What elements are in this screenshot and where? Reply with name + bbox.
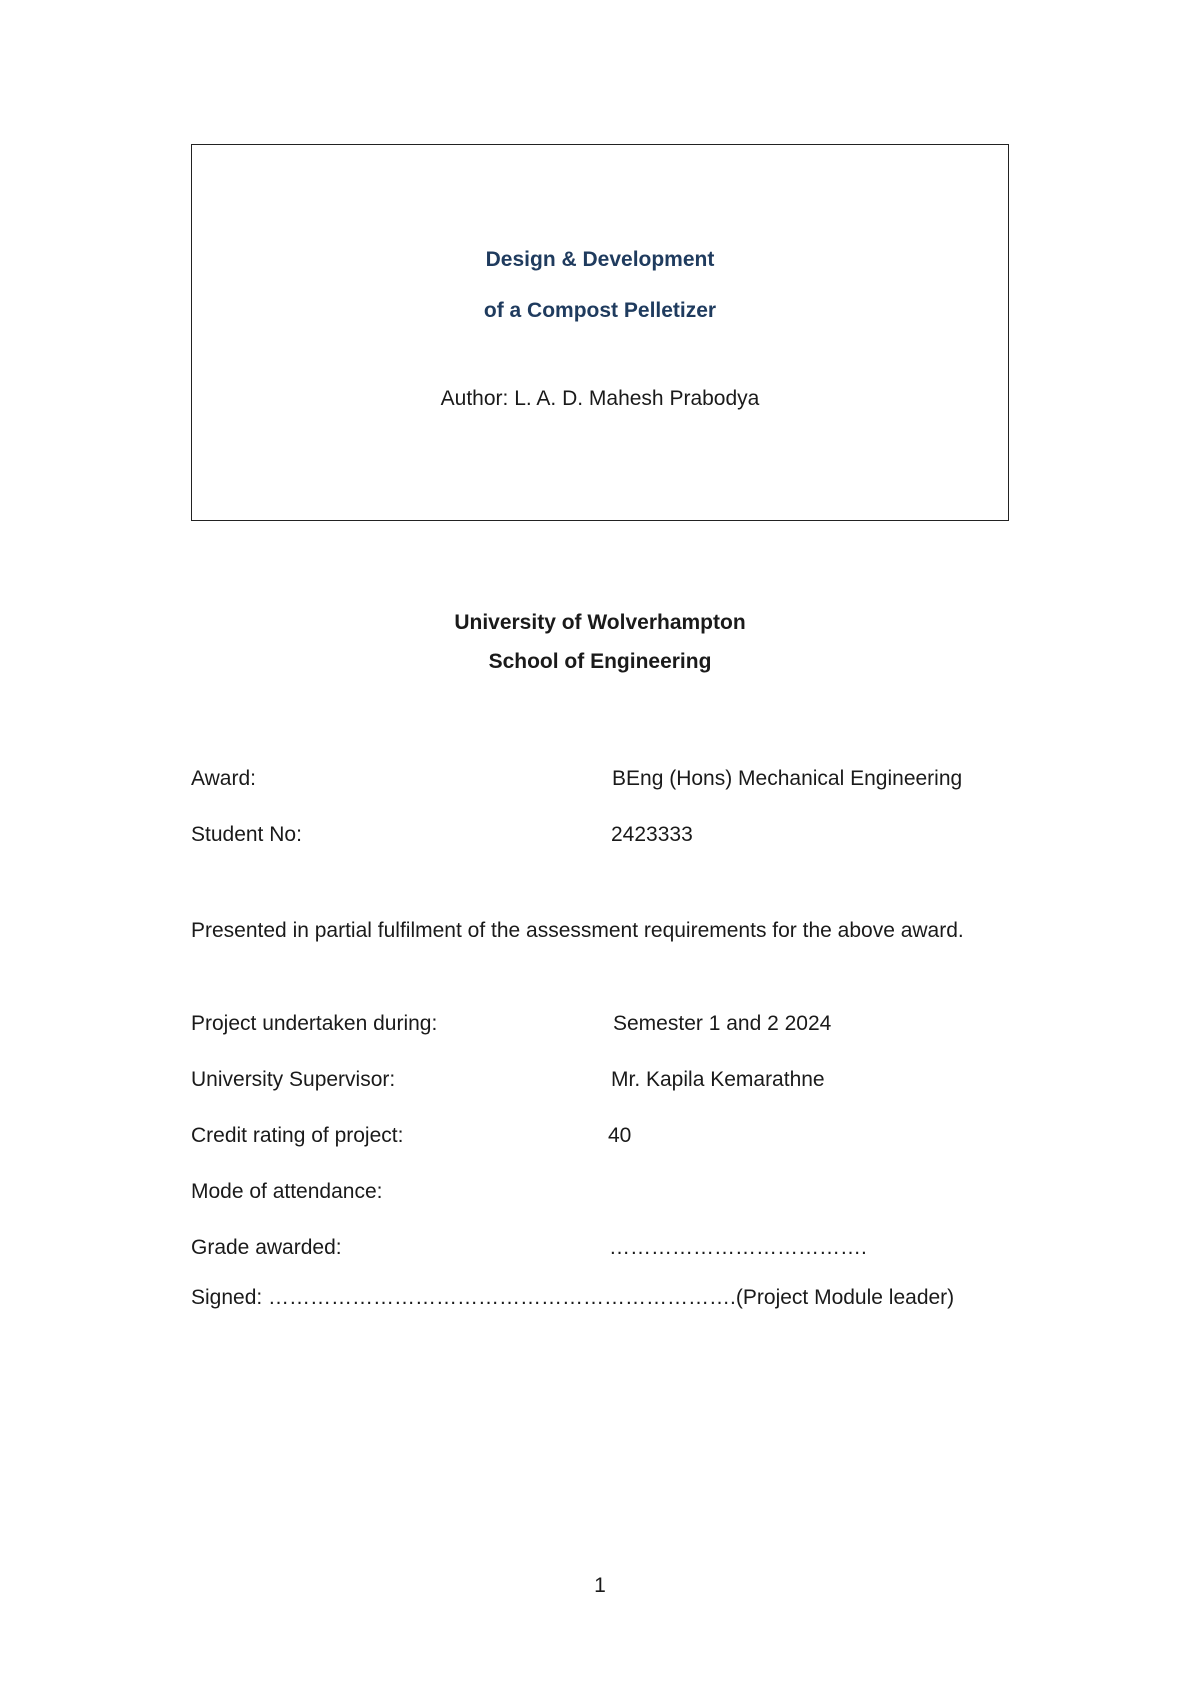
- university-name: University of Wolverhampton: [454, 611, 746, 634]
- student-no-value: 2423333: [611, 823, 693, 846]
- award-value: BEng (Hons) Mechanical Engineering: [612, 767, 963, 790]
- document-title-line-2: of a Compost Pelletizer: [483, 299, 717, 322]
- assessment-statement: Presented in partial fulfilment of the assessment requirements for the above award.: [191, 919, 964, 942]
- document-title-line-1: Design & Development: [485, 248, 715, 271]
- mode-of-attendance-label: Mode of attendance:: [191, 1180, 383, 1203]
- project-undertaken-label: Project undertaken during:: [191, 1012, 438, 1035]
- credit-rating-label: Credit rating of project:: [191, 1124, 404, 1147]
- author-line: Author: L. A. D. Mahesh Prabodya: [440, 387, 760, 410]
- award-label: Award:: [191, 767, 256, 790]
- school-name: School of Engineering: [488, 650, 712, 673]
- signature-line: Signed: ………………………………………………………….(Project Module leader): [191, 1286, 955, 1309]
- title-box: [191, 144, 1009, 521]
- credit-rating-value: 40: [608, 1124, 632, 1147]
- page-number: 1: [594, 1574, 606, 1597]
- grade-awarded-value: ……………………………….: [609, 1236, 867, 1259]
- grade-awarded-label: Grade awarded:: [191, 1236, 342, 1259]
- project-undertaken-value: Semester 1 and 2 2024: [613, 1012, 832, 1035]
- student-no-label: Student No:: [191, 823, 302, 846]
- supervisor-label: University Supervisor:: [191, 1068, 396, 1091]
- supervisor-value: Mr. Kapila Kemarathne: [611, 1068, 825, 1091]
